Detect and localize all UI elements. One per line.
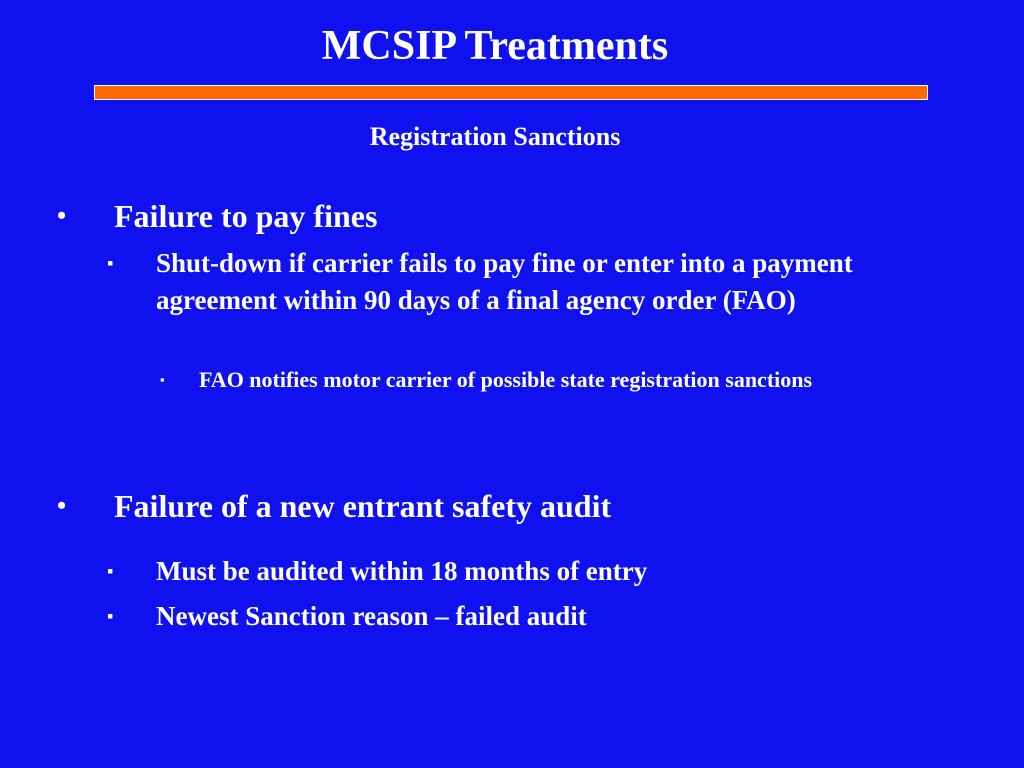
square-bullet-icon: ▪ — [107, 561, 114, 581]
slide-title: MCSIP Treatments — [321, 23, 669, 69]
slide-subtitle: Registration Sanctions — [369, 122, 621, 151]
sub-bullet-text: Newest Sanction reason – failed audit — [156, 601, 587, 631]
sub-bullet-text: Must be audited within 18 months of entry — [156, 556, 648, 586]
bullet-heading: Failure of a new entrant safety audit — [114, 488, 612, 524]
bullet-icon: • — [57, 491, 67, 520]
sub-sub-bullet-text: FAO notifies motor carrier of possible state registration sanctions — [199, 367, 813, 392]
bullet-heading: Failure to pay fines — [114, 198, 378, 234]
sub-bullet-text: Shut-down if carrier fails to pay fine or enter into a payment agreement within 90 days of a final agency order (FAO) — [156, 248, 853, 315]
bullet-icon: • — [57, 201, 67, 230]
square-bullet-icon: ▪ — [107, 253, 114, 273]
square-bullet-icon: ▪ — [160, 372, 165, 387]
title-divider — [94, 85, 928, 100]
square-bullet-icon: ▪ — [107, 606, 114, 626]
